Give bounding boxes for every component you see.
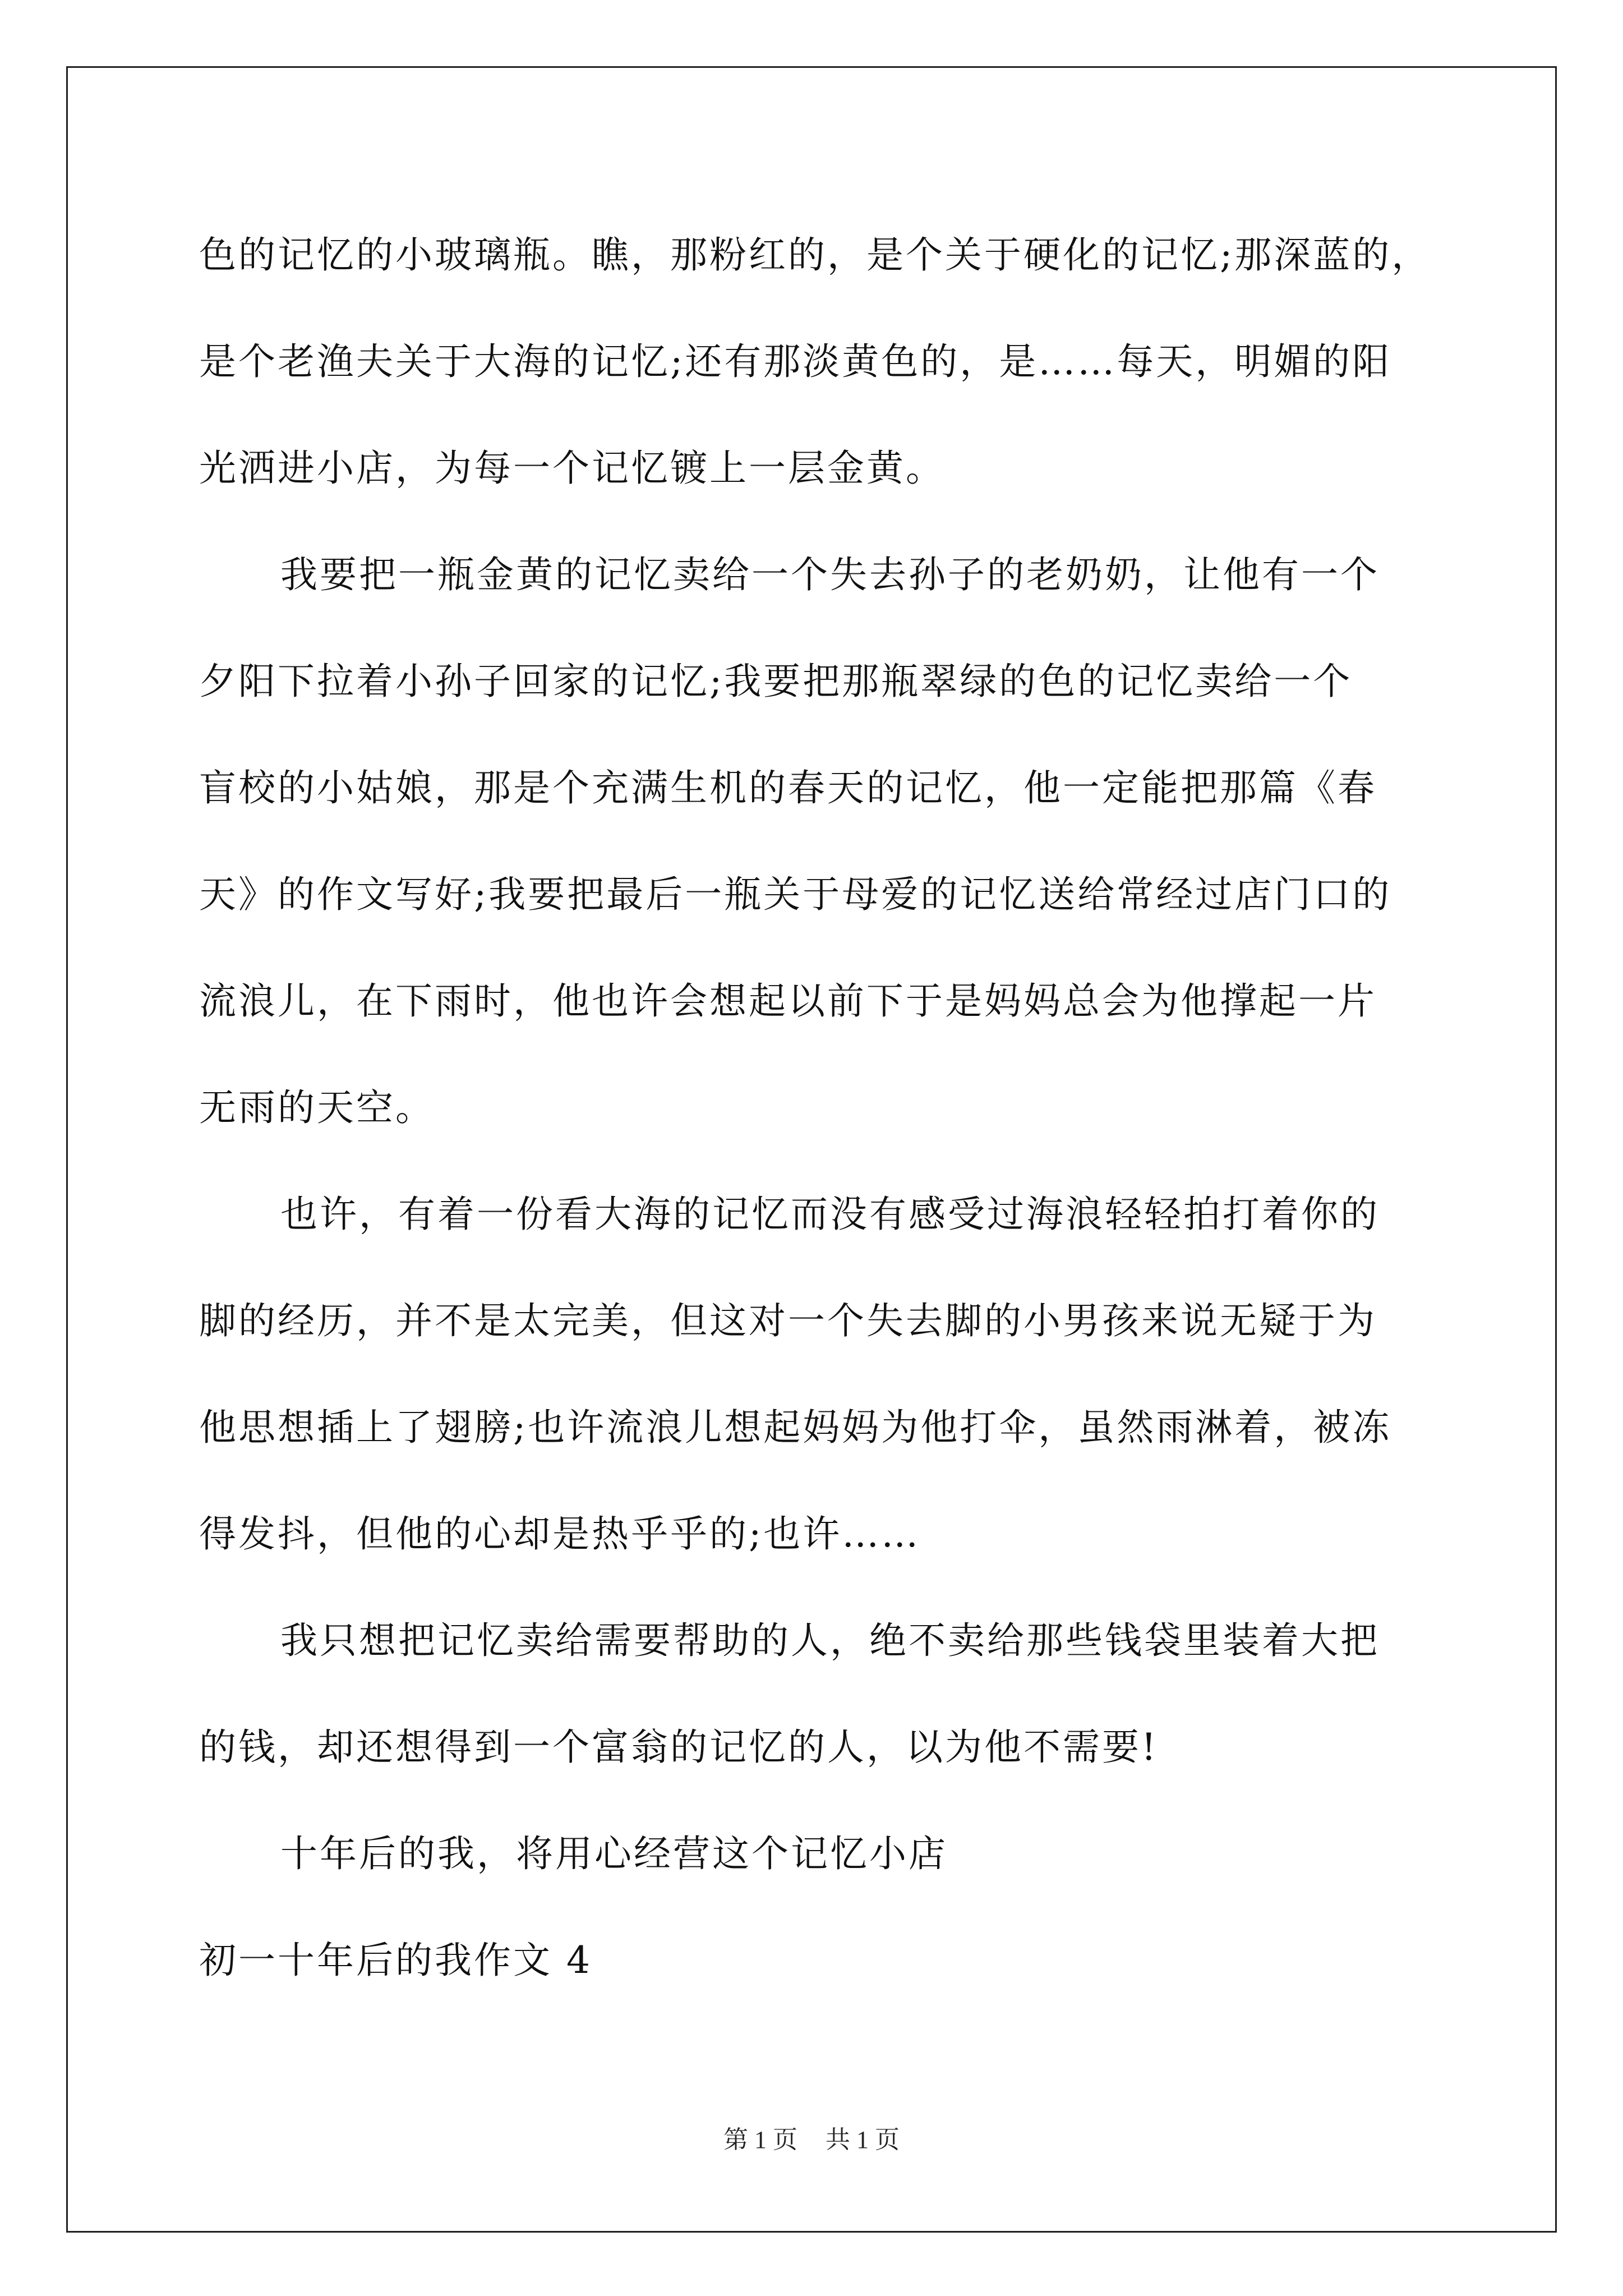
text-line-4: 我要把一瓶金黄的记忆卖给一个失去孙子的老奶奶，让他有一个: [280, 553, 1380, 596]
page-number: 第 1 页: [723, 2126, 797, 2154]
text-line-6: 盲校的小姑娘，那是个充满生机的春天的记忆，他一定能把那篇《春: [199, 766, 1377, 809]
text-line-16: 十年后的我，将用心经营这个记忆小店: [280, 1832, 948, 1875]
text-line-15: 的钱，却还想得到一个富翁的记忆的人，以为他不需要!: [199, 1726, 1159, 1769]
text-line-2: 是个老渔夫关于大海的记忆;还有那淡黄色的，是……每天，明媚的阳: [199, 340, 1392, 383]
text-line-9: 无雨的天空。: [199, 1086, 435, 1129]
text-line-13: 得发抖，但他的心却是热乎乎的;也许……: [199, 1512, 921, 1556]
essay-heading: 初一十年后的我作文 4: [199, 1939, 592, 1982]
text-line-5: 夕阳下拉着小孙子回家的记忆;我要把那瓶翠绿的色的记忆卖给一个: [199, 660, 1353, 703]
document-body: [199, 202, 1438, 2014]
text-line-14: 我只想把记忆卖给需要帮助的人，绝不卖给那些钱袋里装着大把: [280, 1619, 1380, 1662]
text-line-8: 流浪儿，在下雨时，他也许会想起以前下于是妈妈总会为他撑起一片: [199, 979, 1377, 1023]
page-footer: [0, 2123, 1623, 2157]
text-line-11: 脚的经历，并不是太完美，但这对一个失去脚的小男孩来说无疑于为: [199, 1299, 1377, 1342]
text-line-7: 天》的作文写好;我要把最后一瓶关于母爱的记忆送给常经过店门口的: [199, 873, 1392, 916]
page-total: 共 1 页: [826, 2126, 900, 2154]
text-line-10: 也许，有着一份看大海的记忆而没有感受过海浪轻轻拍打着你的: [280, 1193, 1380, 1236]
text-line-12: 他思想插上了翅膀;也许流浪儿想起妈妈为他打伞，虽然雨淋着，被冻: [199, 1406, 1392, 1449]
text-line-3: 光洒进小店，为每一个记忆镀上一层金黄。: [199, 447, 945, 490]
text-line-1: 色的记忆的小玻璃瓶。瞧，那粉红的，是个关于硬化的记忆;那深蓝的，: [199, 233, 1431, 277]
